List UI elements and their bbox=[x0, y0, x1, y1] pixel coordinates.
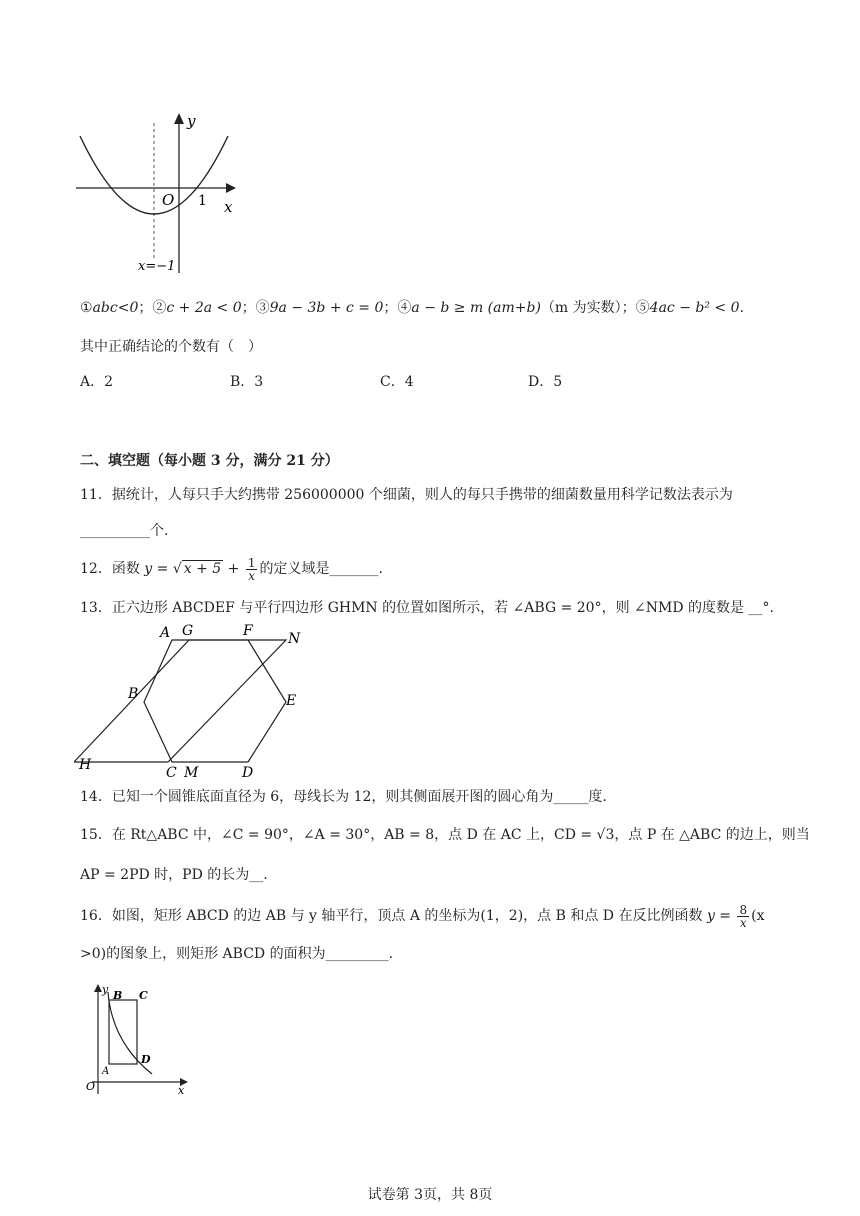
q11-line2: __________个. bbox=[80, 523, 169, 539]
label-b: B bbox=[113, 989, 123, 1002]
q10-question: 其中正确结论的个数有（ ） bbox=[80, 339, 262, 355]
label-d: D bbox=[141, 1053, 151, 1066]
label-c: C bbox=[166, 765, 177, 781]
label-x: x bbox=[178, 1084, 185, 1097]
q16-fraction: $\frac{8}{x}$ bbox=[739, 902, 748, 930]
hexagon-parallelogram-figure bbox=[74, 620, 314, 782]
q10-option-a: A．2 bbox=[80, 374, 114, 390]
label-b: B bbox=[128, 686, 139, 702]
label-y: y bbox=[102, 983, 109, 996]
label-n: N bbox=[288, 631, 301, 647]
origin-label: O bbox=[162, 191, 175, 209]
parabola-figure bbox=[72, 108, 252, 278]
q12-fraction: $\frac{1}{x}$ bbox=[247, 555, 256, 583]
parallelogram-ghmn bbox=[74, 640, 286, 762]
q12: 12．函数 y = √ x + 5 + $\frac{1}{x}$ 的定义域是_______. bbox=[80, 555, 383, 583]
section-2-heading: 二、填空题（每小题 3 分，满分 21 分） bbox=[80, 453, 339, 469]
label-o: O bbox=[86, 1080, 96, 1093]
label-c: C bbox=[139, 989, 148, 1002]
symmetry-axis-label: x=−1 bbox=[138, 259, 176, 274]
q10-option-d: D．5 bbox=[528, 374, 563, 390]
q11-line1: 11．据统计，人每只手大约携带 256000000 个细菌，则人的每只手携带的细菌数量用科学记数法表示为 bbox=[80, 487, 733, 503]
q15-line2: AP = 2PD 时，PD 的长为__. bbox=[80, 867, 268, 883]
rectangle-hyperbola-figure bbox=[82, 982, 192, 1098]
label-a: A bbox=[160, 625, 171, 641]
page-footer: 试卷第 3页，共 8页 bbox=[367, 1187, 493, 1203]
label-d: D bbox=[242, 765, 254, 781]
y-axis-label: y bbox=[187, 112, 196, 130]
x-axis-label: x bbox=[224, 198, 233, 216]
label-h: H bbox=[79, 757, 92, 773]
q10-option-b: B．3 bbox=[230, 374, 264, 390]
q15-line1: 15．在 Rt△ABC 中，∠C = 90°，∠A = 30°，AB = 8，点 D 在 AC 上，CD = √3，点 P 在 △ABC 的边上，则当 bbox=[80, 827, 810, 843]
q10-conclusions: ①abc<0；②c + 2a < 0；③9a − 3b + c = 0；④a − b ≥ m (am+b)（m 为实数）；⑤4ac − b² < 0. bbox=[80, 300, 744, 316]
label-m: M bbox=[184, 765, 199, 781]
hexagon-abcdef bbox=[144, 640, 286, 762]
label-e: E bbox=[286, 693, 297, 709]
q14: 14．已知一个圆锥底面直径为 6，母线长为 12，则其侧面展开图的圆心角为_____度. bbox=[80, 789, 607, 805]
label-f: F bbox=[243, 623, 253, 639]
y-axis-arrow bbox=[174, 113, 184, 124]
q16-line1: 16．如图，矩形 ABCD 的边 AB 与 y 轴平行，顶点 A 的坐标为(1，2)，点 B 和点 D 在反比例函数 y = $\frac{8}{x}$ (x bbox=[80, 902, 765, 930]
q13: 13．正六边形 ABCDEF 与平行四边形 GHMN 的位置如图所示，若 ∠ABG = 20°，则 ∠NMD 的度数是 __°. bbox=[80, 600, 774, 616]
label-a: A bbox=[102, 1066, 110, 1077]
q16-line2: >0)的图象上，则矩形 ABCD 的面积为_________. bbox=[80, 946, 394, 962]
one-label: 1 bbox=[198, 193, 207, 209]
label-g: G bbox=[182, 623, 194, 639]
q10-option-c: C．4 bbox=[380, 374, 414, 390]
x-axis-arrow bbox=[226, 183, 236, 193]
y-axis-arrow bbox=[94, 984, 102, 992]
